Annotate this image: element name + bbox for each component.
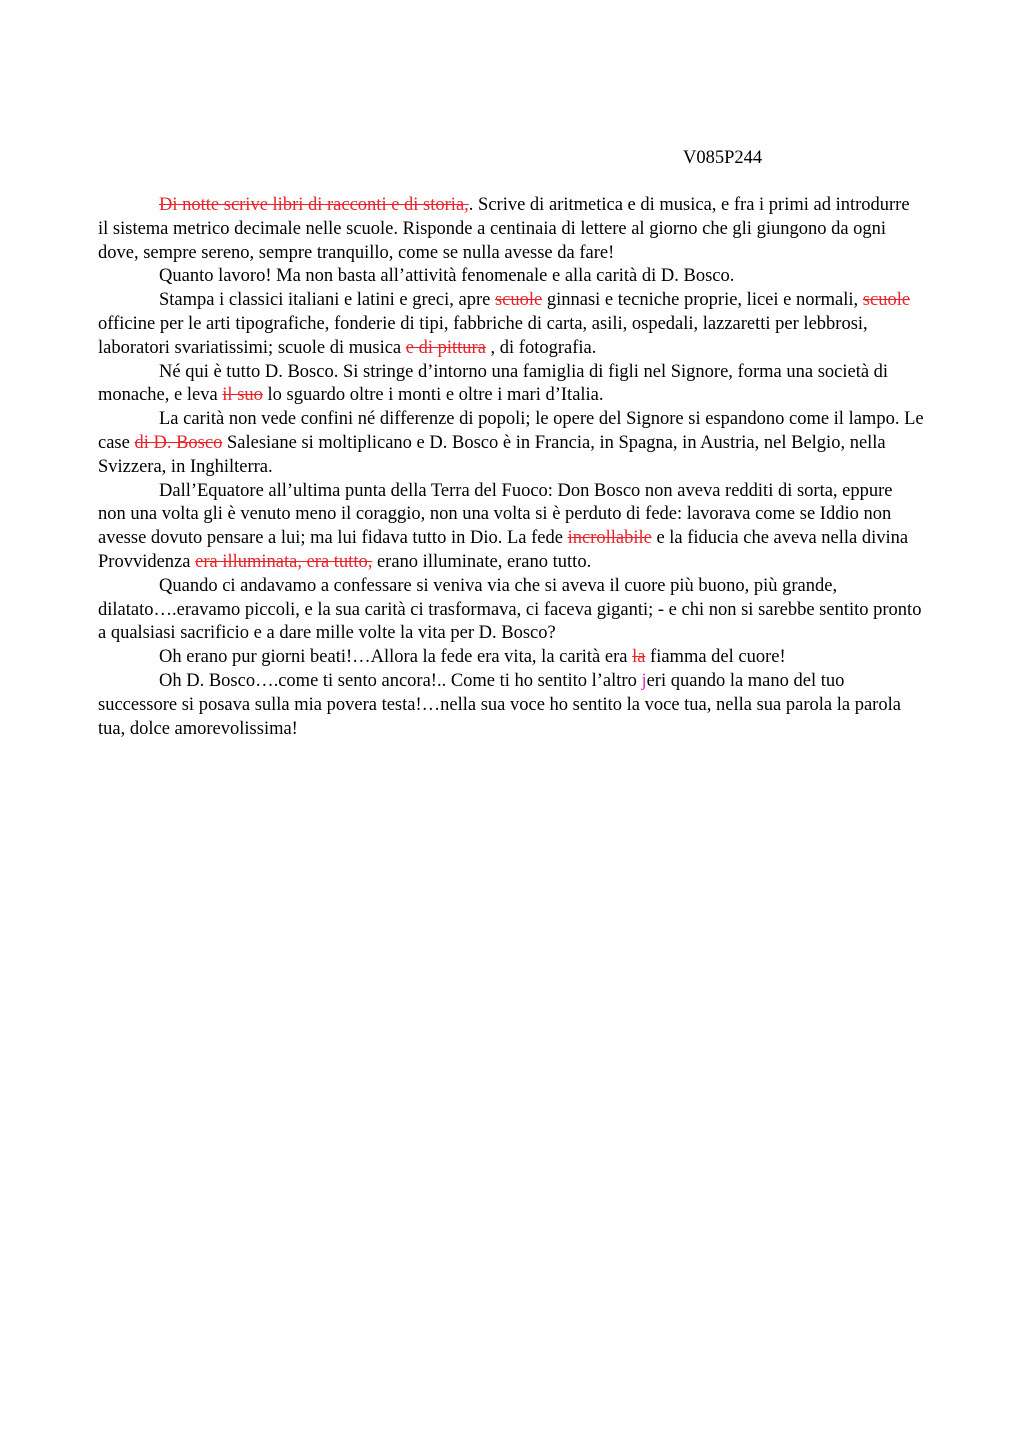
inserted-text: j (641, 670, 647, 691)
deleted-text: e di pittura (405, 337, 486, 358)
deleted-text: il suo (222, 385, 263, 406)
text-run: . Scrive di aritmetica e di musica, e fra i primi ad introdurre il sistema metrico decimale nelle scuole. Risponde a centinaia di lettere al giorno che gli giungono da ogni dove, sempre sereno, sempre tranquillo, come se nulla avesse da fare! (98, 195, 910, 263)
page-id: V085P244 (683, 148, 763, 168)
text-run: Né qui è tutto D. Bosco. Si stringe d’intorno una famiglia di figli nel Signore, forma una società di monache, e leva (98, 361, 889, 406)
paragraph (98, 361, 924, 409)
deleted-text: la (632, 647, 646, 668)
text-run: erano illuminate, erano tutto. (372, 551, 592, 572)
text-run: eri quando la mano del tuo successore si posava sulla mia povera testa!…nella sua voce ho sentito la voce tua, nella sua parola la parola tua, dolce amorevolissima! (98, 670, 901, 739)
paragraph (98, 289, 924, 360)
paragraph (98, 265, 924, 289)
text-run: Stampa i classici italiani e latini e greci, apre (159, 290, 495, 311)
paragraph (98, 670, 924, 741)
text-run: Salesiane si moltiplicano e D. Bosco è in Francia, in Spagna, in Austria, nel Belgio, nella Svizzera, in Inghilterra. (98, 432, 886, 477)
deleted-text: di D. Bosco (134, 432, 223, 453)
paragraph (98, 646, 924, 670)
paragraph (98, 480, 924, 575)
text-run: ginnasi e tecniche proprie, licei e normali, (542, 290, 863, 311)
text-run: e la fiducia che aveva nella divina Provvidenza (98, 528, 909, 572)
text-run: Quanto lavoro! Ma non basta all’attività fenomenale e alla carità di D. Bosco. (159, 266, 735, 287)
text-run: Quando ci andavamo a confessare si veniva via che si aveva il cuore più buono, più grande, dilatato….eravamo piccoli, e la sua carità ci trasformava, ci faceva giganti; - e chi non si sarebbe sentito pronto a qualsiasi sacrificio e a dare mille volte la vita per D. Bosco? (98, 575, 922, 644)
text-run: Oh D. Bosco….come ti sento ancora!.. Come ti ho sentito l’altro (159, 670, 642, 691)
paragraph (98, 575, 924, 646)
text-run: fiamma del cuore! (645, 647, 786, 668)
text-run: , di fotografia. (485, 337, 597, 358)
deleted-text: scuole (862, 290, 911, 311)
paragraph (98, 408, 924, 479)
deleted-text: scuole (494, 290, 543, 311)
text-run: Oh erano pur giorni beati!…Allora la fede era vita, la carità era (159, 647, 633, 668)
text-run: La carità non vede confini né differenze di popoli; le opere del Signore si espandono come il lampo. Le case (98, 409, 924, 453)
deleted-text: era illuminata, era tutto, (195, 551, 373, 572)
deleted-text: Di notte scrive libri di racconti e di storia, (159, 195, 469, 215)
paragraph (98, 194, 924, 265)
text-run: Dall’Equatore all’ultima punta della Terra del Fuoco: Don Bosco non aveva redditi di sorta, eppure non una volta gli è venuto meno il coraggio, non una volta si è perduto di fede: lavorava come se Iddio non avesse dovuto pensare a lui; ma lui fidava tutto in Dio. La fede (98, 480, 893, 549)
document-body (98, 194, 924, 741)
deleted-text: incrollabile (567, 528, 652, 549)
text-run: lo sguardo oltre i monti e oltre i mari d’Italia. (262, 385, 604, 406)
text-run: officine per le arti tipografiche, fonderie di tipi, fabbriche di carta, asili, ospedali, lazzaretti per lebbrosi, laboratori svariatissimi; scuole di musica (98, 313, 868, 358)
